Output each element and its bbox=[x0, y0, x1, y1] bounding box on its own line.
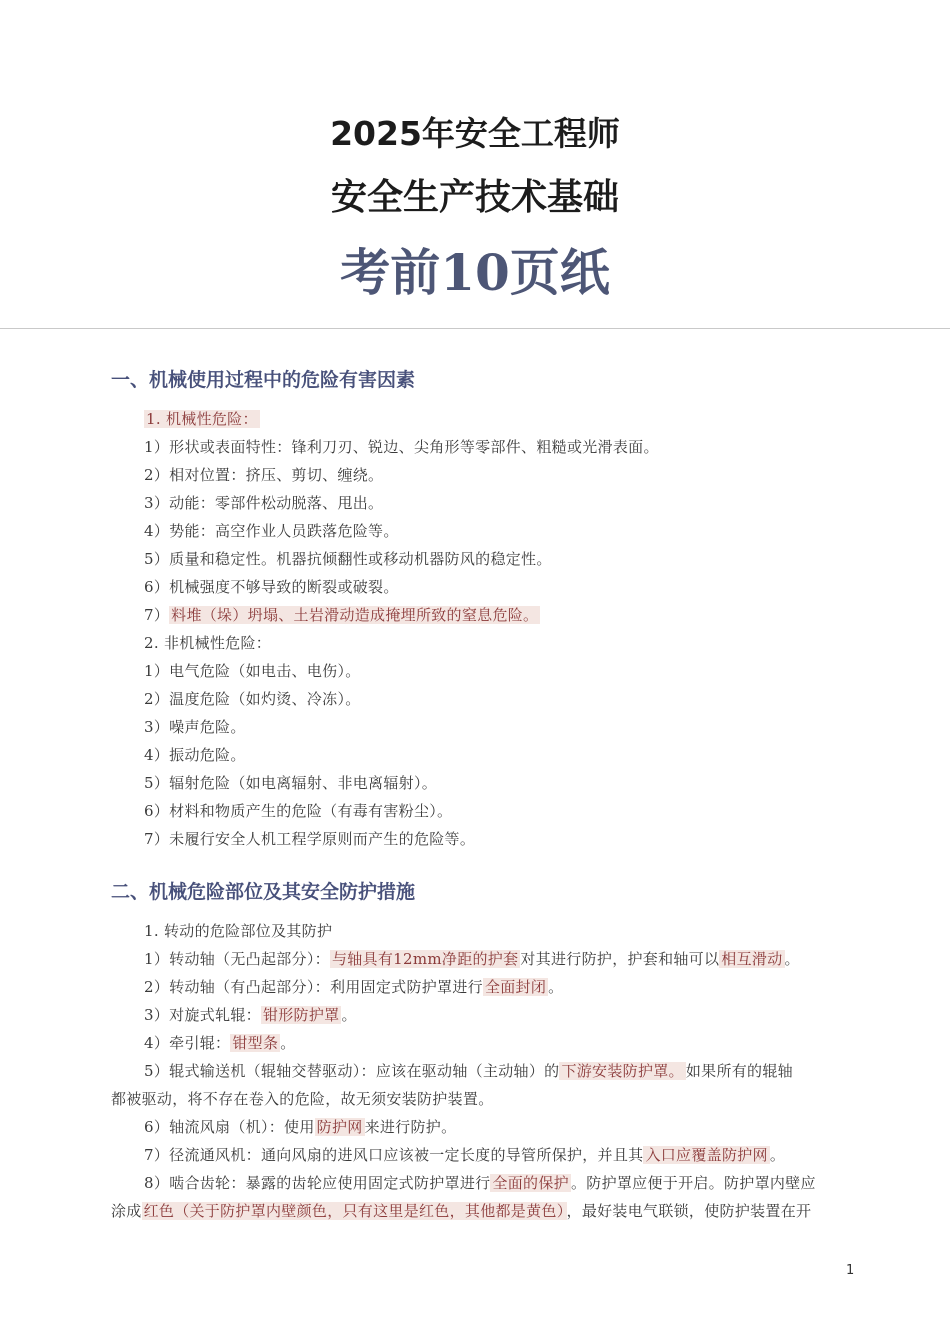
list-item bbox=[144, 948, 800, 970]
highlight-text: 全面封闭 bbox=[484, 978, 547, 996]
highlight-text: 入口应覆盖防护网 bbox=[645, 1146, 768, 1164]
list-item bbox=[144, 1116, 456, 1138]
list-item: 2）相对位置：挤压、剪切、缠绕。 bbox=[144, 466, 384, 484]
text-run: 6）轴流风扇（机）：使用 bbox=[144, 1118, 315, 1136]
highlight-text: 钳形防护罩 bbox=[262, 1006, 340, 1024]
list-item bbox=[144, 1172, 816, 1194]
item-prefix: 7） bbox=[144, 606, 170, 624]
list-item: 4）振动危险。 bbox=[144, 746, 246, 764]
highlight-text: 红色（关于防护罩内壁颜色，只有这里是红色，其他都是黄色） bbox=[143, 1202, 565, 1220]
section-2-sub1: 1. 转动的危险部位及其防护 bbox=[144, 922, 333, 940]
highlight-text: 下游安装防护罩。 bbox=[561, 1062, 684, 1080]
highlight-text: 与轴具有12mm净距的护套 bbox=[331, 950, 519, 968]
text-run: 。 bbox=[784, 950, 800, 968]
list-item: 3）动能：零部件松动脱落、甩出。 bbox=[144, 494, 384, 512]
section-1-title: 一、机械使用过程中的危险有害因素 bbox=[111, 369, 416, 391]
text-run: 。防护罩应便于开启。防护罩内壁应 bbox=[570, 1174, 816, 1192]
doc-title-subject: 安全生产技术基础 bbox=[330, 177, 619, 218]
text-run: 对其进行防护，护套和轴可以 bbox=[520, 950, 720, 968]
list-item: 3）噪声危险。 bbox=[144, 718, 246, 736]
list-item: 2）温度危险（如灼烫、冷冻）。 bbox=[144, 690, 361, 708]
section-2-title: 二、机械危险部位及其安全防护措施 bbox=[111, 881, 416, 903]
page-number: 1 bbox=[846, 1263, 855, 1278]
list-item: 4）势能：高空作业人员跌落危险等。 bbox=[144, 522, 399, 540]
text-run: ，最好装电气联锁，使防护装置在开 bbox=[566, 1202, 812, 1220]
header-divider bbox=[0, 328, 950, 329]
text-run: 如果所有的辊轴 bbox=[685, 1062, 793, 1080]
list-item: 6）材料和物质产生的危险（有毒有害粉尘）。 bbox=[144, 802, 453, 820]
section-1-sub2: 2. 非机械性危险： bbox=[144, 634, 272, 652]
list-item bbox=[144, 1144, 785, 1166]
list-item: 7）未履行安全人机工程学原则而产生的危险等。 bbox=[144, 830, 476, 848]
list-item bbox=[144, 1060, 793, 1082]
list-item-continuation: 都被驱动，将不存在卷入的危险，故无须安装防护装置。 bbox=[111, 1090, 494, 1108]
section-1-sub1-text: 1. 机械性危险： bbox=[146, 410, 258, 428]
list-item-highlighted bbox=[144, 604, 540, 626]
list-item: 5）质量和稳定性。机器抗倾翻性或移动机器防风的稳定性。 bbox=[144, 550, 552, 568]
list-item bbox=[144, 1032, 296, 1054]
list-item: 6）机械强度不够导致的断裂或破裂。 bbox=[144, 578, 399, 596]
text-run: 。 bbox=[280, 1034, 296, 1052]
list-item: 5）辐射危险（如电离辐射、非电离辐射）。 bbox=[144, 774, 438, 792]
highlight-text: 料堆（垛）坍塌、土岩滑动造成掩埋所致的窒息危险。 bbox=[171, 606, 539, 624]
text-run: 来进行防护。 bbox=[364, 1118, 457, 1136]
list-item bbox=[144, 976, 563, 998]
highlight-text: 钳型条 bbox=[232, 1034, 279, 1052]
doc-title-year: 2025年安全工程师 bbox=[330, 114, 620, 153]
text-run: 涂成 bbox=[111, 1202, 142, 1220]
text-run: 7）径流通风机：通向风扇的进风口应该被一定长度的导管所保护，并且其 bbox=[144, 1146, 644, 1164]
highlight-text: 全面的保护 bbox=[492, 1174, 569, 1192]
list-item: 1）电气危险（如电击、电伤）。 bbox=[144, 662, 361, 680]
text-run: 8）啮合齿轮：暴露的齿轮应使用固定式防护罩进行 bbox=[144, 1174, 491, 1192]
text-run: 1）转动轴（无凸起部分）： bbox=[144, 950, 330, 968]
list-item: 1）形状或表面特性：锋利刀刃、锐边、尖角形等零部件、粗糙或光滑表面。 bbox=[144, 438, 659, 456]
text-run: 4）牵引辊： bbox=[144, 1034, 231, 1052]
highlight-text: 相互滑动 bbox=[721, 950, 783, 968]
text-run: 5）辊式输送机（辊轴交替驱动）：应该在驱动轴（主动轴）的 bbox=[144, 1062, 560, 1080]
section-1-sub1 bbox=[144, 408, 260, 430]
highlight-text: 防护网 bbox=[316, 1118, 363, 1136]
list-item-continuation bbox=[111, 1200, 811, 1222]
text-run: 。 bbox=[548, 978, 564, 996]
text-run: 3）对旋式轧辊： bbox=[144, 1006, 261, 1024]
doc-title-main: 考前10页纸 bbox=[340, 243, 610, 302]
text-run: 。 bbox=[341, 1006, 357, 1024]
list-item bbox=[144, 1004, 357, 1026]
text-run: 。 bbox=[769, 1146, 786, 1164]
text-run: 2）转动轴（有凸起部分）：利用固定式防护罩进行 bbox=[144, 978, 483, 996]
